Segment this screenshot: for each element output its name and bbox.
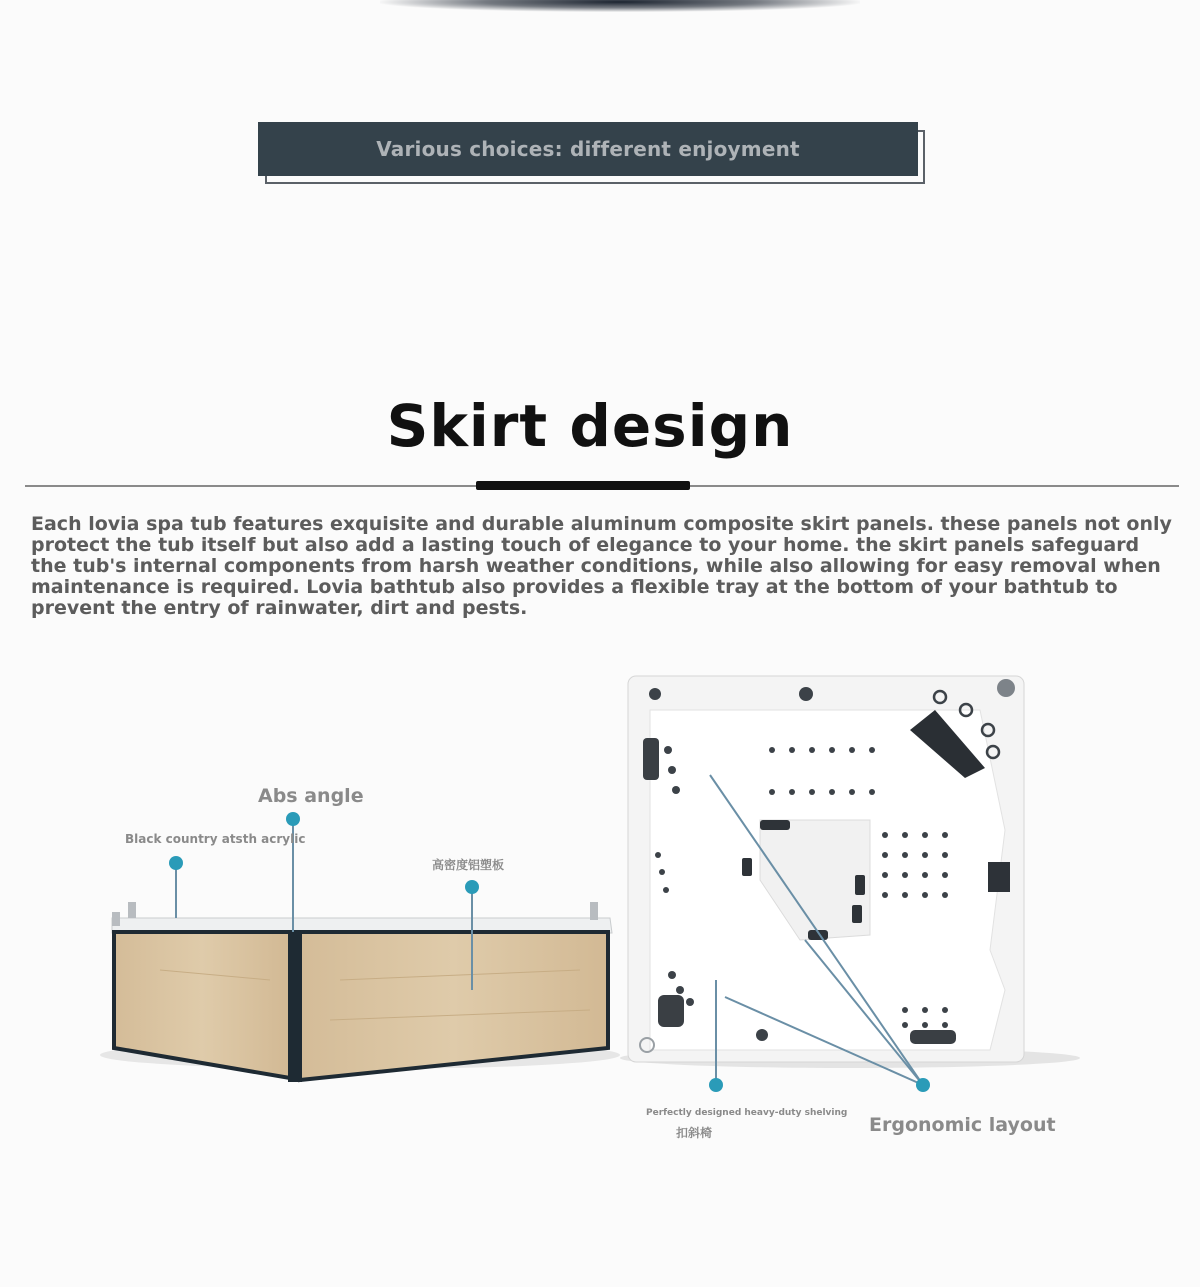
acrylic-label: Black country atsth acrylic [125, 832, 306, 846]
ergonomic-label: Ergonomic layout [869, 1114, 1056, 1136]
section-title: Skirt design [386, 392, 794, 460]
shelving-label: Perfectly designed heavy-duty shelving [646, 1108, 848, 1118]
acrylic-marker [169, 856, 183, 870]
product-illustration [0, 650, 1200, 1170]
top-shadow [380, 0, 860, 12]
panel-label: 高密度铝塑板 [432, 858, 505, 872]
abs-angle-label: Abs angle [258, 785, 364, 807]
panel-marker [465, 880, 479, 894]
shelving-marker [709, 1078, 723, 1092]
shelving-label-cn: 扣斜椅 [676, 1126, 713, 1140]
title-divider-accent [476, 481, 690, 490]
section-banner [258, 122, 918, 176]
ergonomic-marker [916, 1078, 930, 1092]
product-figure [0, 650, 1200, 1170]
abs-angle-marker [286, 812, 300, 826]
skirt-tub-image [100, 902, 620, 1082]
section-description: Each lovia spa tub features exquisite and durable aluminum composite skirt panels. these panels not only protect the tub itself but also add a lasting touch of elegance to your home. the skirt panels safeguard the tub's internal components from harsh weather conditions, while also allowing for easy removal when maintenance is required. Lovia bathtub also provides a flexible tray at the bottom of your bathtub to prevent the entry of rainwater, dirt and pests. [31, 513, 1172, 619]
banner-text: Various choices: different enjoyment [376, 137, 800, 161]
tub-top-view-image [620, 676, 1080, 1068]
